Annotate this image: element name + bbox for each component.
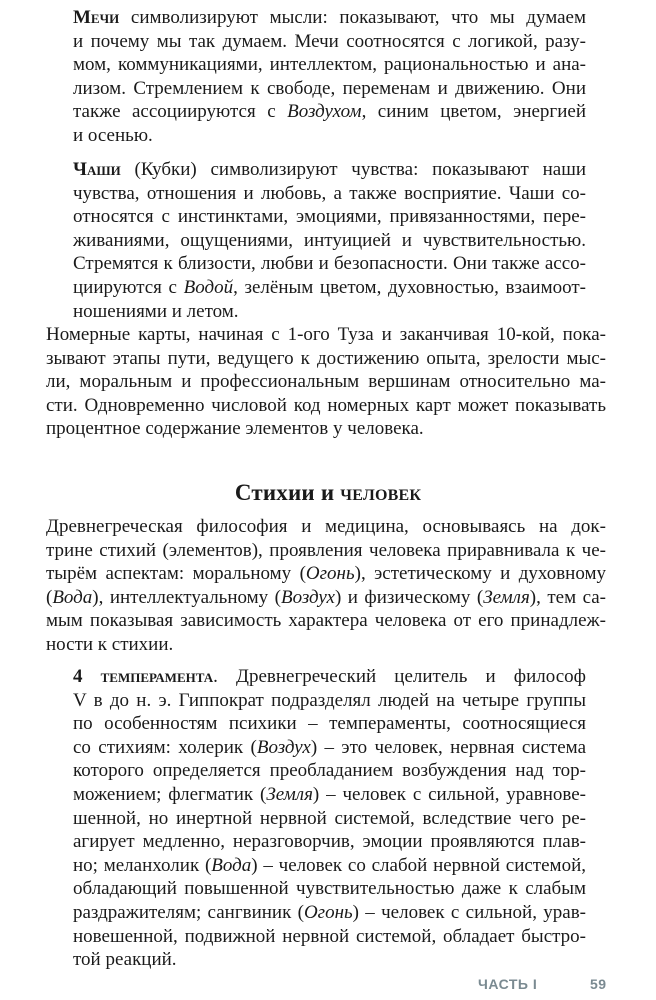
paragraph-swords: Мечи символизируют мысли: показывают, что мы думаем и почему мы так думаем. Мечи соотносятся с логикой, разу- мом, коммуникациями, интеллектом, рациональностью и ана- лизом. Стремлением к свободе, переменам и движению. Они также ассоциируются с Воздухом, синим цветом, энергией и осенью.	[73, 7, 586, 146]
term-temperaments: 4 темперамента	[73, 666, 214, 687]
term-cups: Чаши	[73, 159, 121, 180]
paragraph-temperaments: 4 темперамента. Древнегреческий целитель и философ V в до н. э. Гиппократ подразделял людей на четыре группы по особенностям психики – темпераменты, соотносящиеся со стихиям: холерик (Воздух) – это человек, нервная система которого определяется преобладанием возбуждения над тор- можением; флегматик (Земля) – человек с сильной, уравнове- шенной, но инертной нервной системой, вследствие чего ре- агирует медленно, неразговорчив, эмоции проявляются плав- но; меланхолик (Вода) – человек со слабой нервной системой, обладающий повышенной чувствительностью даже к слабым раздражителям; сангвиник (Огонь) – человек с сильной, урав- новешенной, подвижной нервной системой, обладает быстро- той реакций.	[73, 666, 586, 971]
term-swords: Мечи	[73, 7, 120, 28]
page-number: 59	[590, 976, 607, 992]
paragraph-cups: Чаши (Кубки) символизируют чувства: показывают наши чувства, отношения и любовь, а также восприятие. Чаши со- относятся с инстинктами, эмоциями, привязанностями, пере- живаниями, ощущениями, интуицией и чувствительностью. Стремятся к близости, любви и безопасности. Они также ассо- циируются с Водой, зелёным цветом, духовностью, взаимоот- ношениями и летом.	[73, 159, 586, 322]
paragraph-elements: Древнегреческая философия и медицина, основываясь на док- трине стихий (элементов), проявления человека приравнивала к че- тырём аспектам: моральному (Огонь), эстетическому и духовному (Вода), интеллектуальному (Воздух) и физическому (Земля), тем са- мым показывая зависимость характера человека от его принадлеж- ности к стихии.	[46, 516, 606, 655]
section-heading: Стихии и человек	[234, 480, 422, 505]
running-footer-section: ЧАСТЬ I	[478, 976, 538, 992]
paragraph-numbered-cards: Номерные карты, начиная с 1-ого Туза и заканчивая 10-кой, пока- зывают этапы пути, ведущего к достижению опыта, зрелости мыс- ли, моральным и профессиональным вершинам относительно ма- сти. Одновременно числовой код номерных карт может показывать процентное содержание элементов у человека.	[46, 324, 606, 440]
